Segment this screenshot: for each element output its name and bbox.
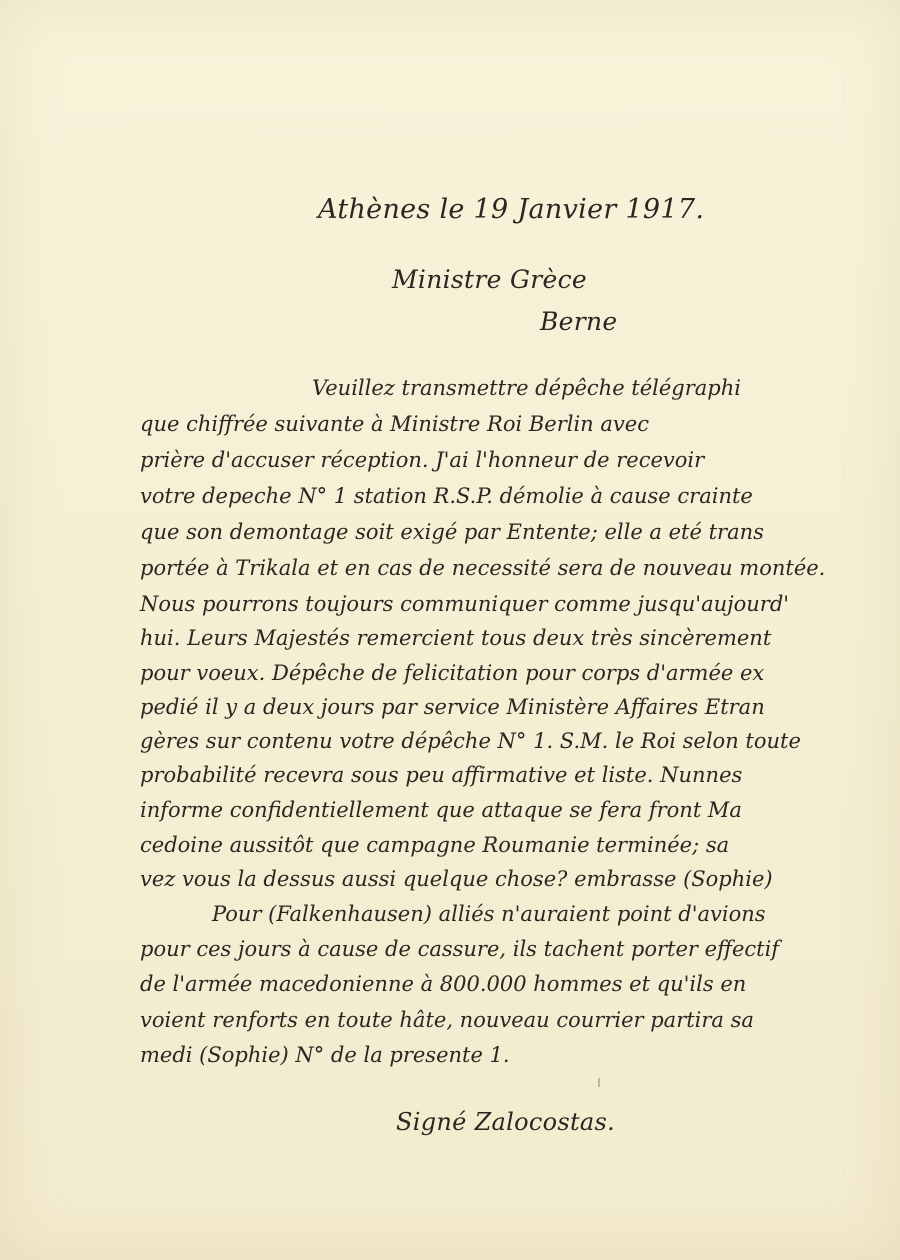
letter-date: Athènes le 19 Janvier 1917. (318, 194, 705, 225)
body-line: Nous pourrons toujours communiquer comme jusqu'aujourd' (140, 592, 790, 616)
body-line: portée à Trikala et en cas de necessité sera de nouveau montée. (140, 556, 826, 580)
body-line: que chiffrée suivante à Ministre Roi Berlin avec (140, 412, 649, 436)
recipient-city: Berne (540, 307, 618, 336)
body-line: Veuillez transmettre dépêche télégraphi (312, 376, 741, 400)
body-line: voient renforts en toute hâte, nouveau courrier partira sa (140, 1008, 754, 1032)
body-line: prière d'accuser réception. J'ai l'honneur de recevoir (140, 448, 705, 472)
ink-mark (598, 1078, 600, 1087)
recipient-line: Ministre Grèce (392, 265, 587, 294)
body-line: informe confidentiellement que attaque se fera front Ma (140, 798, 742, 822)
body-line: votre depeche N° 1 station R.S.P. démolie à cause crainte (140, 484, 753, 508)
body-line: Pour (Falkenhausen) alliés n'auraient point d'avions (212, 902, 766, 926)
body-line: pedié il y a deux jours par service Ministère Affaires Etran (140, 695, 765, 719)
body-line: medi (Sophie) N° de la presente 1. (140, 1043, 510, 1067)
body-line: de l'armée macedonienne à 800.000 hommes et qu'ils en (140, 972, 747, 996)
body-line: cedoine aussitôt que campagne Roumanie terminée; sa (140, 833, 730, 857)
body-line: vez vous la dessus aussi quelque chose? embrasse (Sophie) (140, 867, 773, 891)
body-line: probabilité recevra sous peu affirmative et liste. Nunnes (140, 763, 743, 787)
body-line: gères sur contenu votre dépêche N° 1. S.M. le Roi selon toute (140, 729, 801, 753)
body-line: hui. Leurs Majestés remercient tous deux très sincèrement (140, 626, 772, 650)
body-line: que son demontage soit exigé par Entente; elle a eté trans (140, 520, 764, 544)
body-line: pour voeux. Dépêche de felicitation pour corps d'armée ex (140, 661, 765, 685)
body-line: pour ces jours à cause de cassure, ils tachent porter effectif (140, 937, 780, 961)
signature-line: Signé Zalocostas. (396, 1108, 616, 1136)
